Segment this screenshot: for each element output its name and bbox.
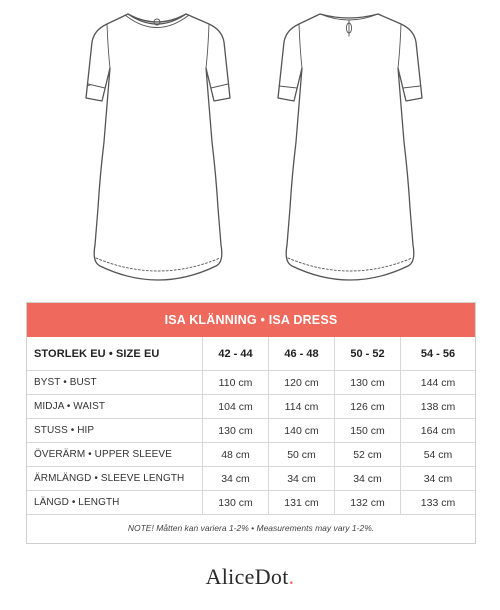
row-value: 140 cm	[269, 419, 335, 443]
header-size-1: 42 - 44	[203, 337, 269, 371]
brand-dot: .	[288, 564, 295, 589]
measurement-note: NOTE! Måtten kan variera 1-2% • Measurements may vary 1-2%.	[127, 523, 375, 533]
row-value: 34 cm	[203, 467, 269, 491]
row-label: ÄRMLÄNGD • SLEEVE LENGTH	[27, 467, 203, 491]
row-value: 144 cm	[401, 371, 475, 395]
table-title: ISA KLÄNNING • ISA DRESS	[27, 303, 475, 337]
dress-illustration	[0, 0, 500, 300]
size-chart-table	[26, 302, 476, 544]
row-value: 126 cm	[335, 395, 401, 419]
header-size-label: STORLEK EU • SIZE EU	[27, 337, 203, 371]
row-value: 138 cm	[401, 395, 475, 419]
row-label: MIDJA • WAIST	[27, 395, 203, 419]
brand-name: AliceDot	[205, 564, 289, 589]
row-value: 110 cm	[203, 371, 269, 395]
row-value: 130 cm	[203, 491, 269, 515]
row-label: ÖVERÄRM • UPPER SLEEVE	[27, 443, 203, 467]
dress-back-icon	[278, 14, 422, 280]
table-row-bust	[27, 371, 475, 395]
header-size-2: 46 - 48	[269, 337, 335, 371]
table-row-upper-sleeve	[27, 443, 475, 467]
dress-front-icon	[86, 14, 230, 280]
row-value: 164 cm	[401, 419, 475, 443]
row-value: 34 cm	[401, 467, 475, 491]
row-label: STUSS • HIP	[27, 419, 203, 443]
row-value: 130 cm	[203, 419, 269, 443]
row-value: 131 cm	[269, 491, 335, 515]
row-value: 133 cm	[401, 491, 475, 515]
row-value: 150 cm	[335, 419, 401, 443]
row-value: 132 cm	[335, 491, 401, 515]
row-value: 52 cm	[335, 443, 401, 467]
row-label: LÄNGD • LENGTH	[27, 491, 203, 515]
row-label: BYST • BUST	[27, 371, 203, 395]
row-value: 34 cm	[335, 467, 401, 491]
header-size-4: 54 - 56	[401, 337, 475, 371]
table-row-hip	[27, 419, 475, 443]
row-value: 54 cm	[401, 443, 475, 467]
row-value: 114 cm	[269, 395, 335, 419]
table-row-length	[27, 491, 475, 515]
row-value: 50 cm	[269, 443, 335, 467]
table-row-sleeve-length	[27, 467, 475, 491]
row-value: 120 cm	[269, 371, 335, 395]
table-header-row	[27, 337, 475, 371]
row-value: 130 cm	[335, 371, 401, 395]
row-value: 48 cm	[203, 443, 269, 467]
row-value: 34 cm	[269, 467, 335, 491]
brand-logo	[0, 560, 500, 594]
table-row-waist	[27, 395, 475, 419]
row-value: 104 cm	[203, 395, 269, 419]
header-size-3: 50 - 52	[335, 337, 401, 371]
